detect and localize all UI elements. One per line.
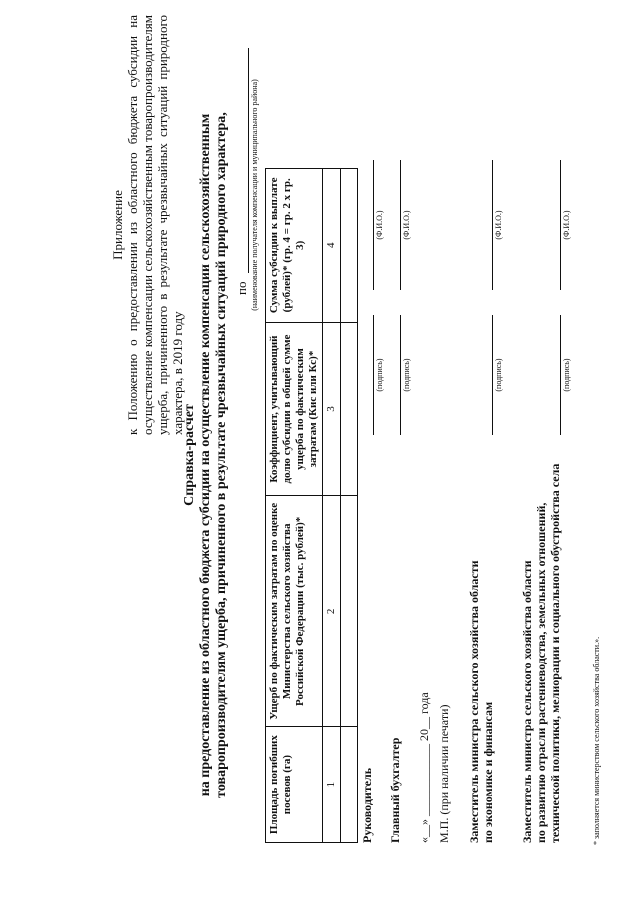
- accountant-label: Главный бухгалтер: [388, 737, 402, 843]
- table-cell[interactable]: [341, 169, 358, 323]
- document-title: [182, 65, 230, 845]
- deputy-economics-line-1: Заместитель министра сельского хозяйства области: [467, 560, 481, 843]
- recipient-field-line[interactable]: [248, 48, 249, 273]
- calculation-table: [265, 168, 358, 843]
- deputy-economics-name-caption: (Ф.И.О.): [494, 210, 503, 240]
- table-cell[interactable]: [341, 727, 358, 843]
- accountant-signature-line[interactable]: [400, 315, 401, 435]
- column-number-2: 2: [323, 496, 341, 727]
- header-area: Площадь погибших посевов (га): [266, 727, 323, 843]
- title-line-2: на предоставление из областного бюджета субсидии на осуществление компенсации сельскохозяйственным: [198, 113, 213, 797]
- deputy-agriculture-label: [520, 464, 562, 843]
- deputy-agriculture-signature-line[interactable]: [560, 315, 561, 435]
- appendix-title: Приложение: [110, 190, 125, 260]
- footnote: * заполняется министерством сельского хозяйства области.».: [592, 636, 601, 845]
- head-label: Руководитель: [360, 767, 374, 843]
- head-signature-caption: (подпись): [375, 358, 384, 392]
- stamp-note: М.П. (при наличии печати): [437, 704, 451, 843]
- deputy-economics-line-2: по экономике и финансам: [481, 701, 495, 843]
- head-name-line[interactable]: [373, 160, 374, 290]
- deputy-economics-signature-caption: (подпись): [494, 358, 503, 392]
- accountant-name-line[interactable]: [400, 160, 401, 290]
- head-name-caption: (Ф.И.О.): [375, 210, 384, 240]
- deputy-economics-signature-line[interactable]: [492, 315, 493, 435]
- deputy-agriculture-signature-caption: (подпись): [562, 358, 571, 392]
- column-number-1: 1: [323, 727, 341, 843]
- appendix-text: к Положению о предоставлении из областного бюджета субсидии на осуществление компенсации сельскохозяйственным товаропроизводителям ущерба, причиненного в результате чрезвычайных ситуаций природного характера, в 2019 году: [125, 15, 185, 435]
- recipient-caption: (наименование получателя компенсации и муниципального района): [250, 79, 259, 311]
- accountant-name-caption: (Ф.И.О.): [402, 210, 411, 240]
- header-coefficient: Коэффициент, учитывающий долю субсидии в общей сумме ущерба по фактическим затратам (Кис или Кс)*: [266, 322, 323, 496]
- header-damage: Ущерб по фактическим затратам по оценке Министерства сельского хозяйства Российской Федерации (тыс. рублей)*: [266, 496, 323, 727]
- title-line-1: Справка-расчет: [182, 404, 197, 506]
- table-cell[interactable]: [341, 496, 358, 727]
- header-subsidy-sum: Сумма субсидии к выплате (рублей)* (гр. 4 = гр. 2 х гр. 3): [266, 169, 323, 323]
- table-cell[interactable]: [341, 322, 358, 496]
- column-number-3: 3: [323, 322, 341, 496]
- title-line-3: товаропроизводителям ущерба, причиненного в результате чрезвычайных ситуаций природного характера,: [214, 112, 229, 798]
- head-signature-line[interactable]: [373, 315, 374, 435]
- date-line[interactable]: «__» ____________ 20__ года: [417, 692, 431, 843]
- deputy-agriculture-line-1: Заместитель министра сельского хозяйства области: [520, 560, 534, 843]
- column-number-4: 4: [323, 169, 341, 323]
- deputy-agriculture-name-line[interactable]: [560, 160, 561, 290]
- deputy-economics-name-line[interactable]: [492, 160, 493, 290]
- deputy-agriculture-line-3: технической политики, мелиорации и социального обустройства села: [548, 463, 562, 843]
- accountant-signature-caption: (подпись): [402, 358, 411, 392]
- po-label: по: [234, 281, 249, 295]
- deputy-economics-label: [467, 560, 495, 843]
- deputy-agriculture-line-2: по развитию отрасли растениеводства, земельных отношений,: [534, 502, 548, 843]
- appendix-block: [110, 15, 185, 435]
- deputy-agriculture-name-caption: (Ф.И.О.): [562, 210, 571, 240]
